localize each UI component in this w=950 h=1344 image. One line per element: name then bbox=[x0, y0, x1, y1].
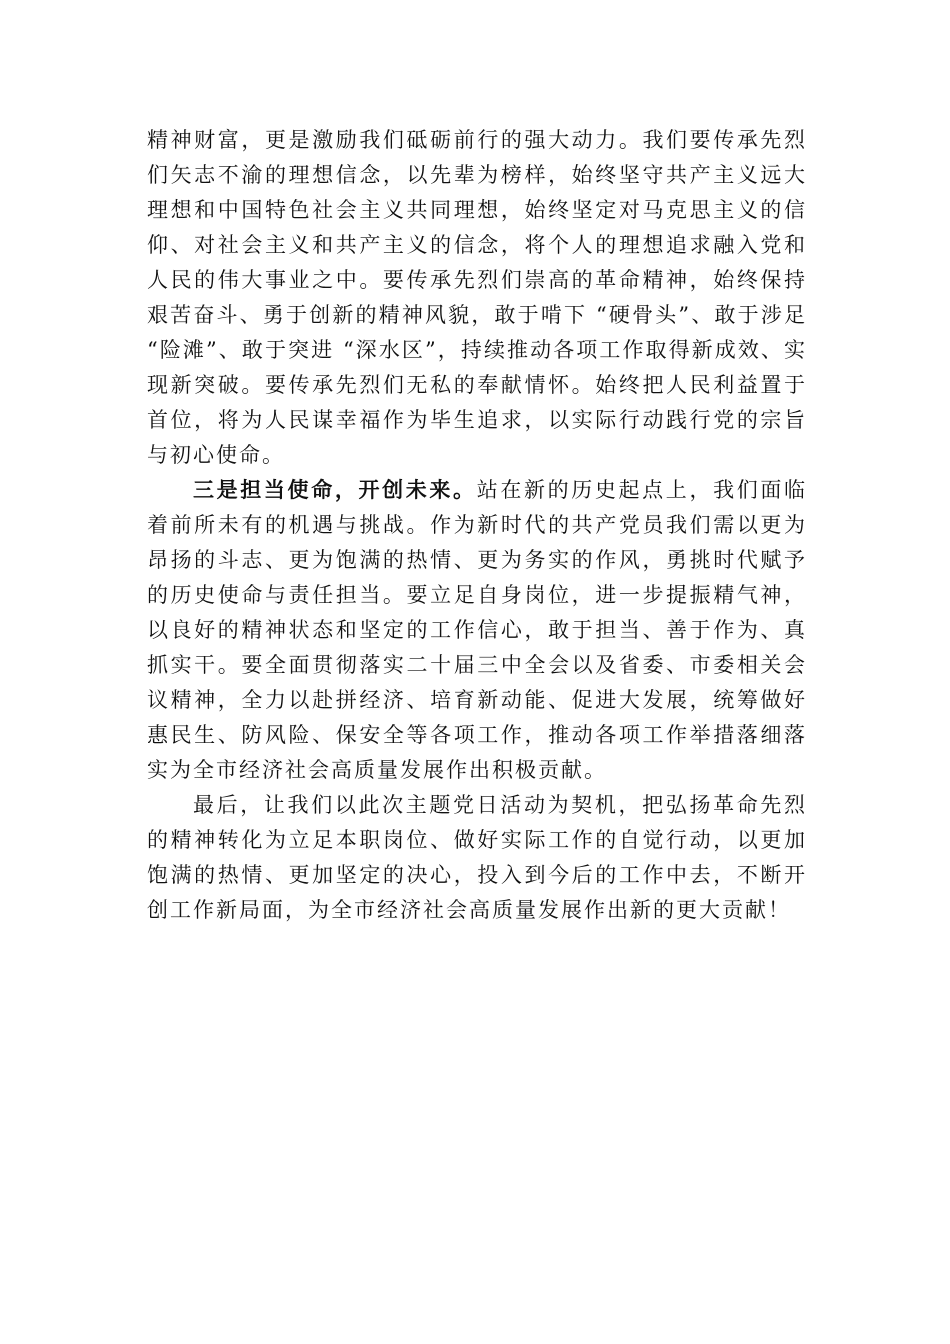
paragraph-2 bbox=[147, 473, 807, 788]
paragraph-3 bbox=[147, 788, 807, 928]
paragraph-1-text: 精神财富，更是激励我们砥砺前行的强大动力。我们要传承先烈们矢志不渝的理想信念，以先辈为榜样，始终坚守共产主义远大理想和中国特色社会主义共同理想，始终坚定对马克思主义的信仰、对社会主义和共产主义的信念，将个人的理想追求融入党和人民的伟大事业之中。要传承先烈们崇高的革命精神，始终保持艰苦奋斗、勇于创新的精神风貌，敢于啃下 “硬骨头”、敢于涉足 “险滩”、敢于突进 “深水区”，持续推动各项工作取得新成效、实现新突破。要传承先烈们无私的奉献情怀。始终把人民利益置于首位，将为人民谋幸福作为毕生追求，以实际行动践行党的宗旨与初心使命。 bbox=[147, 128, 807, 467]
paragraph-3-text: 最后，让我们以此次主题党日活动为契机，把弘扬革命先烈的精神转化为立足本职岗位、做好实际工作的自觉行动，以更加饱满的热情、更加坚定的决心，投入到今后的工作中去，不断开创工作新局面，为全市经济社会高质量发展作出新的更大贡献！ bbox=[147, 793, 807, 922]
document-body bbox=[147, 123, 807, 928]
paragraph-2-lead: 三是担当使命，开创未来。 bbox=[193, 478, 477, 502]
paragraph-2-text: 站在新的历史起点上，我们面临着前所未有的机遇与挑战。作为新时代的共产党员我们需以更为昂扬的斗志、更为饱满的热情、更为务实的作风，勇挑时代赋予的历史使命与责任担当。要立足自身岗位，进一步提振精气神，以良好的精神状态和坚定的工作信心，敢于担当、善于作为、真抓实干。要全面贯彻落实二十届三中全会以及省委、市委相关会议精神，全力以赴拼经济、培育新动能、促进大发展，统筹做好惠民生、防风险、保安全等各项工作，推动各项工作举措落细落实为全市经济社会高质量发展作出积极贡献。 bbox=[147, 478, 808, 782]
paragraph-1 bbox=[147, 123, 807, 473]
